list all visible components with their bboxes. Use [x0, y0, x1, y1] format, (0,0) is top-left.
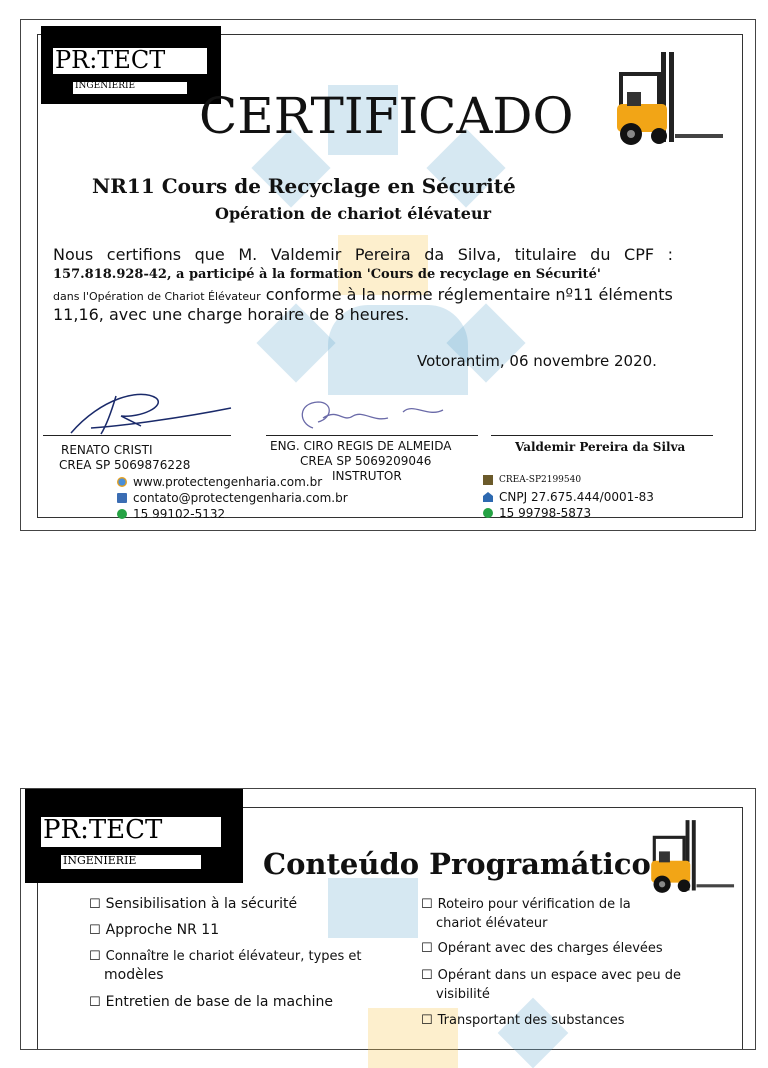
- item-text: Entretien de base de la machine: [105, 994, 334, 1010]
- checkbox-icon: ☐: [421, 897, 433, 912]
- body-text: Nous certifions que M. Valdemir Pereira da Silva, titulaire du CPF :: [53, 245, 673, 264]
- program-item: [89, 947, 362, 967]
- item-text: Sensibilisation à la sécurité: [105, 896, 298, 912]
- signature-center: [293, 398, 453, 432]
- signature-line: [266, 435, 478, 436]
- signatory-left-name: RENATO CRISTI: [61, 443, 153, 457]
- whatsapp-icon: [483, 508, 493, 518]
- checkbox-icon: ☐: [421, 1013, 433, 1028]
- certificate-page: [20, 19, 756, 531]
- forklift-icon: [613, 48, 728, 158]
- checkbox-icon: ☐: [89, 897, 101, 912]
- program-title: Conteúdo Programático: [263, 847, 651, 881]
- course-title: NR11 Cours de Recyclage en Sécurité: [92, 174, 516, 198]
- globe-icon: [117, 477, 127, 487]
- program-item: [89, 894, 297, 915]
- body-text: conforme à la norme réglementaire nº11 éléments: [260, 285, 673, 304]
- signatory-right-name: Valdemir Pereira da Silva: [515, 440, 686, 454]
- body-line-1: [53, 245, 673, 264]
- place-date: Votorantim, 06 novembre 2020.: [417, 352, 657, 370]
- checkbox-icon: ☐: [89, 995, 101, 1010]
- email-text: contato@protectengenharia.com.br: [133, 491, 348, 505]
- program-item-continued: chariot élévateur: [436, 916, 548, 931]
- item-text: Approche NR 11: [105, 922, 220, 938]
- signature-line: [43, 435, 231, 436]
- building-icon: [483, 492, 493, 502]
- item-text: Transportant des substances: [437, 1013, 625, 1028]
- signatory-center-name: ENG. CIRO REGIS DE ALMEIDA: [270, 439, 452, 453]
- phone-text: 15 99102-5132: [133, 507, 226, 521]
- watermark-shape: [328, 878, 418, 938]
- whatsapp-icon: [117, 509, 127, 519]
- signatory-left-reg: CREA SP 5069876228: [59, 458, 191, 472]
- body-line-4: 11,16, avec une charge horaire de 8 heures.: [53, 305, 410, 324]
- checkbox-icon: ☐: [421, 968, 433, 983]
- program-page: [20, 788, 756, 1050]
- watermark-shape: [498, 998, 569, 1068]
- contact-cnpj: [483, 490, 654, 504]
- company-logo: [25, 789, 243, 883]
- signature-line: [491, 435, 713, 436]
- body-line-3: [53, 285, 708, 304]
- contact-crea: [483, 475, 581, 485]
- signature-left: [61, 388, 236, 438]
- item-text: Connaître le chariot élévateur, types et: [105, 949, 362, 964]
- logo-tagline: INGÉNIERIE: [61, 855, 201, 869]
- program-item: [89, 992, 333, 1013]
- crea-icon: [483, 475, 493, 485]
- program-item-continued: modèles: [104, 967, 164, 983]
- phone-text: 15 99798-5873: [499, 506, 592, 520]
- signatory-center-role: INSTRUTOR: [332, 469, 402, 483]
- checkbox-icon: ☐: [89, 923, 101, 938]
- signatory-center-reg: CREA SP 5069209046: [300, 454, 432, 468]
- course-subtitle: Opération de chariot élévateur: [215, 204, 491, 223]
- logo-name: PR:TECT: [41, 817, 221, 847]
- contact-phone-right[interactable]: [483, 506, 591, 520]
- checkbox-icon: ☐: [89, 949, 101, 964]
- forklift-icon: [643, 817, 743, 903]
- checkbox-icon: ☐: [421, 941, 433, 956]
- certificate-title: CERTIFICADO: [199, 87, 574, 145]
- item-text: Opérant dans un espace avec peu de: [437, 968, 681, 983]
- crea-text: CREA-SP2199540: [499, 475, 582, 485]
- logo-tagline: INGÉNIERIE: [73, 82, 187, 94]
- body-line-2: 157.818.928-42, a participé à la formation 'Cours de recyclage en Sécurité': [53, 267, 601, 282]
- program-item: [421, 939, 663, 959]
- body-text-small: dans l'Opération de Chariot Élévateur: [53, 290, 261, 303]
- logo-name: PR:TECT: [53, 48, 207, 74]
- program-item-continued: visibilité: [436, 987, 490, 1002]
- program-item: [421, 966, 681, 986]
- contact-website[interactable]: [117, 475, 322, 489]
- contact-email[interactable]: [117, 491, 348, 505]
- program-item: [421, 895, 631, 915]
- company-logo: [41, 26, 221, 104]
- envelope-icon: [117, 493, 127, 503]
- item-text: Roteiro pour vérification de la: [437, 897, 631, 912]
- program-item: [89, 920, 219, 941]
- contact-phone-left[interactable]: [117, 507, 225, 521]
- website-text: www.protectengenharia.com.br: [133, 475, 323, 489]
- program-item: [421, 1011, 625, 1031]
- cnpj-text: CNPJ 27.675.444/0001-83: [499, 490, 654, 504]
- item-text: Opérant avec des charges élevées: [437, 941, 663, 956]
